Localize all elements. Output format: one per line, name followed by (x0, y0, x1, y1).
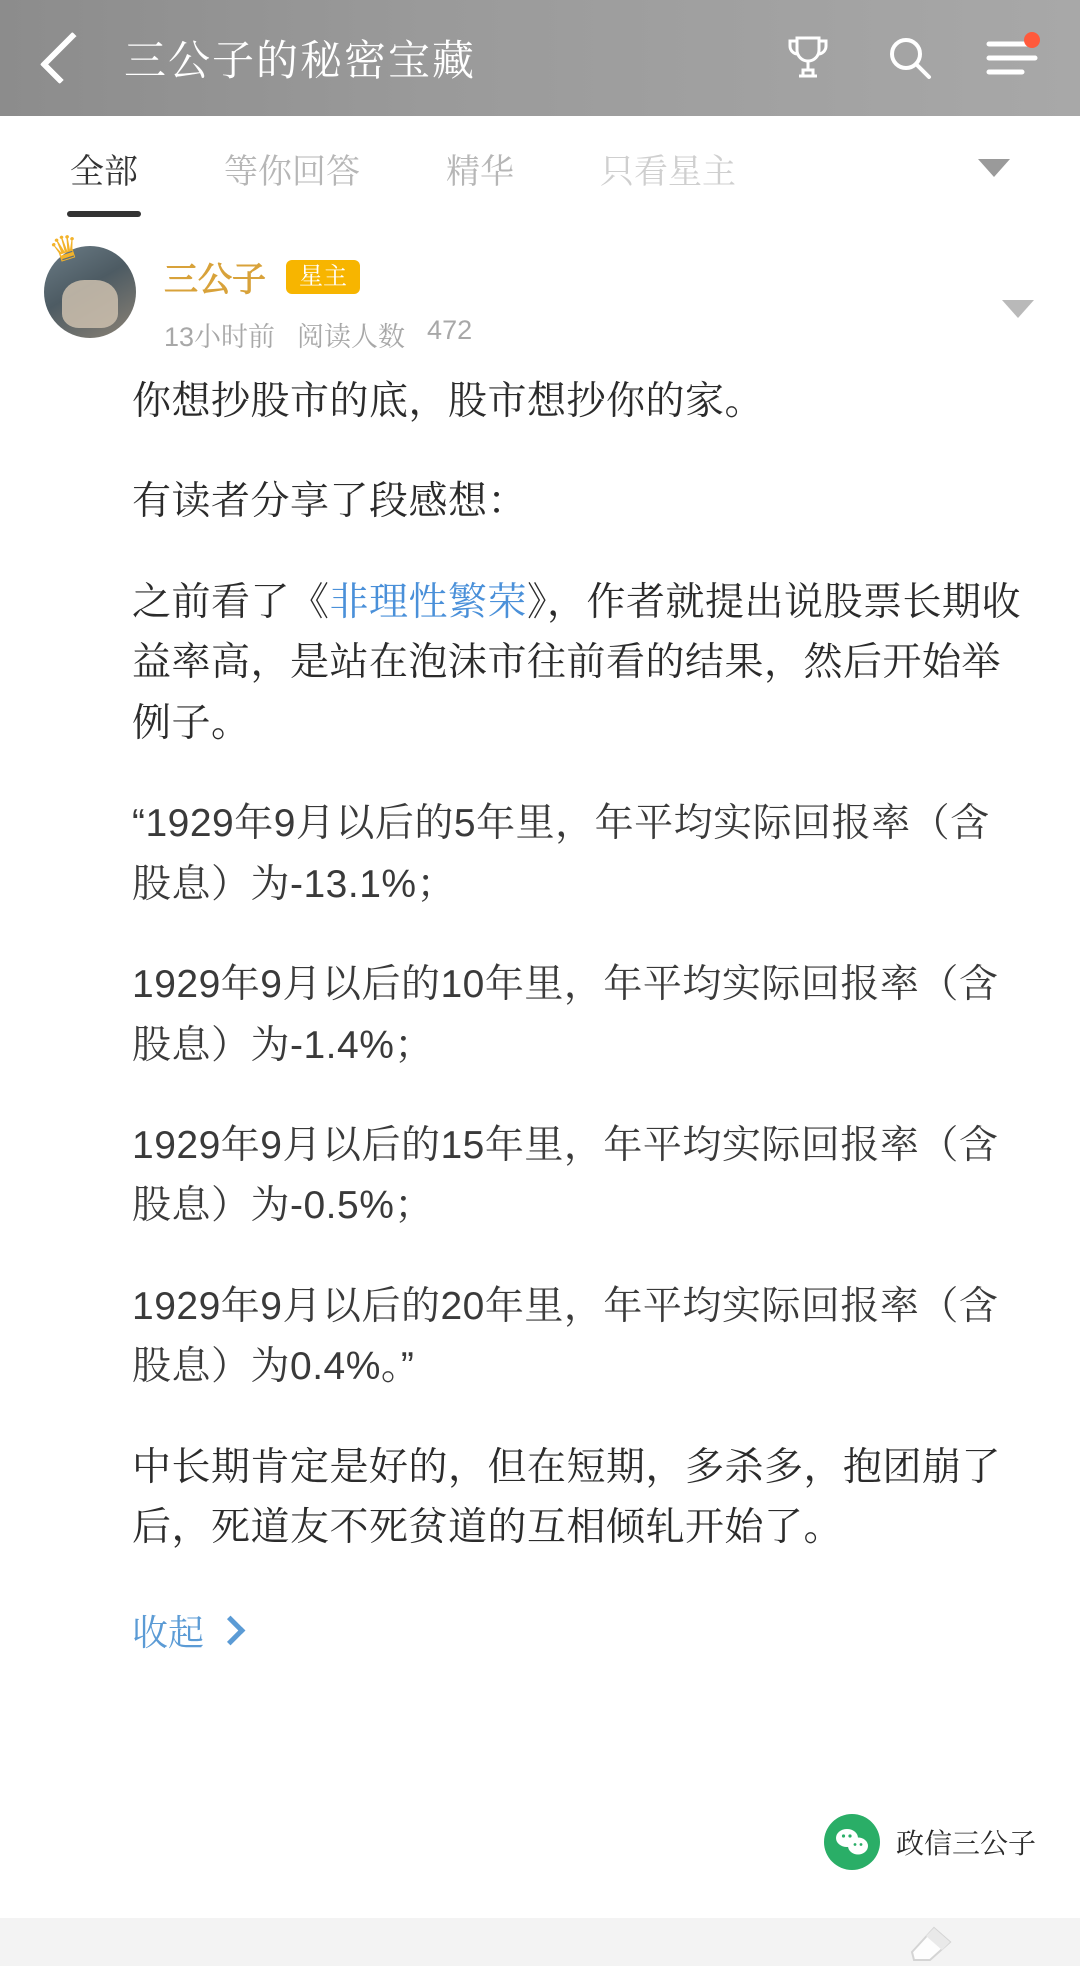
crown-icon: ♛ (44, 226, 86, 272)
eraser-icon (900, 1918, 960, 1962)
post-quote: 1929年9月以后的10年里，年平均实际回报率（含股息）为-1.4%； (132, 963, 999, 1067)
wechat-account-name: 政信三公子 (895, 1828, 1036, 1859)
post-body (0, 354, 1080, 1559)
back-button[interactable] (34, 28, 88, 88)
post-paragraph: 有读者分享了段感想： (132, 480, 528, 524)
post-meta (164, 315, 1040, 354)
post-paragraph: 你想抄股市的底，股市想抄你的家。 (132, 380, 765, 423)
tab-bar (0, 116, 1080, 220)
post-more-chevron-icon[interactable] (1002, 300, 1034, 318)
header-actions (780, 30, 1046, 86)
book-para-before: 之前看了《 (132, 580, 330, 624)
author-line (164, 252, 1040, 301)
back-chevron-icon (40, 32, 92, 84)
wechat-icon (824, 1814, 880, 1870)
post-paragraph-book (132, 573, 1024, 754)
collapse-button[interactable] (0, 1599, 1080, 1656)
app-header (0, 0, 1080, 116)
post-paragraph-closing: 中长期肯定是好的，但在短期，多杀多，抱团崩了后，死道友不死贫道的互相倾轧开始了。 (132, 1445, 1002, 1550)
post-quote: 1929年9月以后的15年里，年平均实际回报率（含股息）为-0.5%； (132, 1123, 999, 1228)
author-name[interactable]: 三公子 (164, 261, 266, 299)
read-label: 阅读人数 (297, 322, 406, 352)
author-block (164, 246, 1040, 354)
search-button[interactable] (882, 30, 938, 86)
book-para-after: 》，作者就提出说股票长期收益率高，是站在泡沫市往前看的结果，然后开始举例子。 (132, 580, 1022, 745)
page-title: 三公子的秘密宝藏 (124, 37, 477, 84)
notification-dot (1024, 32, 1040, 48)
search-icon (886, 34, 934, 82)
post-card (0, 220, 1080, 1656)
post-time: 13小时前 (164, 322, 276, 352)
tab-essence[interactable]: 精华 (446, 152, 514, 191)
menu-button[interactable] (984, 30, 1040, 86)
avatar-wrapper[interactable] (44, 226, 136, 338)
read-count: 472 (427, 315, 473, 345)
wechat-watermark (814, 1804, 1054, 1880)
tab-owner-only[interactable]: 只看星主 (600, 152, 736, 191)
post-quote: 1929年9月以后的20年里，年平均实际回报率（含股息）为0.4%。” (132, 1284, 999, 1389)
book-title-link[interactable]: 非理性繁荣 (329, 580, 528, 624)
tab-all[interactable]: 全部 (70, 144, 138, 193)
post-quote: “1929年9月以后的5年里，年平均实际回报率（含股息）为-13.1%； (132, 802, 990, 906)
trophy-icon (785, 34, 831, 82)
post-header (0, 226, 1080, 354)
chevron-down-icon[interactable] (978, 159, 1010, 177)
chevron-right-icon (216, 1615, 246, 1645)
collapse-label: 收起 (132, 1611, 205, 1653)
status-badge: 星主 (286, 260, 360, 294)
trophy-button[interactable] (780, 30, 836, 86)
tab-awaiting-answer[interactable]: 等你回答 (224, 152, 360, 191)
